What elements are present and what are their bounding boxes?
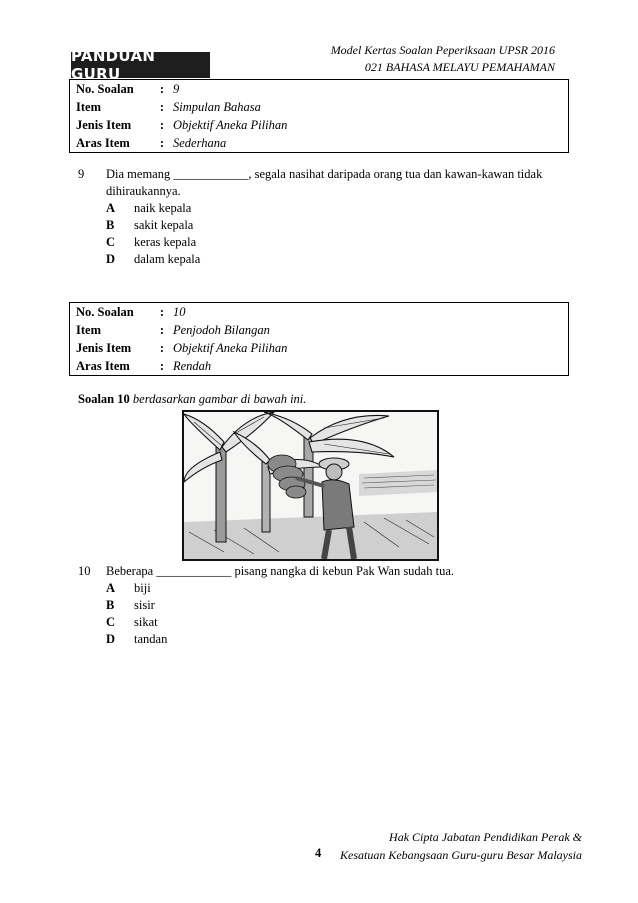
- option-text: sikat: [134, 615, 158, 629]
- option-text: sakit kepala: [134, 218, 194, 232]
- option-text: biji: [134, 581, 151, 595]
- info-value: Objektif Aneka Pilihan: [173, 340, 288, 355]
- caption-rest: berdasarkan gambar di bawah ini.: [129, 392, 307, 406]
- info-value: Rendah: [173, 358, 212, 373]
- question-line: Beberapa ____________ pisang nangka di kebun Pak Wan sudah tua.: [106, 564, 454, 578]
- info-key: No. Soalan: [76, 81, 134, 96]
- info-colon: :: [159, 322, 165, 337]
- info-key: Jenis Item: [76, 117, 132, 132]
- info-key: Aras Item: [76, 135, 130, 150]
- question-line: dihiraukannya.: [106, 184, 181, 198]
- footer-line-1: Hak Cipta Jabatan Pendidikan Perak &: [389, 830, 582, 844]
- info-colon: :: [159, 81, 165, 96]
- option-text: tandan: [134, 632, 168, 646]
- option-letter: B: [106, 218, 115, 232]
- info-colon: :: [159, 135, 165, 150]
- option-letter: D: [106, 252, 116, 266]
- option-d[interactable]: [106, 631, 167, 648]
- info-row: [70, 80, 568, 98]
- page-number: 4: [315, 846, 322, 860]
- info-row: [70, 116, 568, 134]
- header-line-1: Model Kertas Soalan Peperiksaan UPSR 2016: [330, 43, 555, 57]
- info-key: Item: [76, 99, 101, 114]
- option-letter: C: [106, 235, 116, 249]
- option-letter: B: [106, 598, 115, 612]
- info-colon: :: [159, 340, 165, 355]
- option-c[interactable]: [106, 234, 196, 251]
- info-value: Penjodoh Bilangan: [173, 322, 270, 337]
- info-row: [70, 339, 568, 357]
- picture-caption: [78, 392, 306, 407]
- info-key: No. Soalan: [76, 304, 134, 319]
- info-value: 10: [173, 304, 186, 319]
- info-key: Aras Item: [76, 358, 130, 373]
- caption-bold: Soalan 10: [78, 392, 130, 406]
- panduan-guru-badge: PANDUAN GURU: [71, 52, 210, 78]
- info-value: Sederhana: [173, 135, 227, 150]
- info-colon: :: [159, 358, 165, 373]
- option-text: keras kepala: [134, 235, 197, 249]
- option-a[interactable]: [106, 580, 151, 597]
- question-number: 10: [78, 564, 91, 578]
- option-b[interactable]: [106, 597, 155, 614]
- info-colon: :: [159, 117, 165, 132]
- option-text: dalam kepala: [134, 252, 201, 266]
- option-letter: D: [106, 632, 116, 646]
- info-value: 9: [173, 81, 180, 96]
- option-letter: A: [106, 201, 116, 215]
- option-text: sisir: [134, 598, 155, 612]
- copyright-footer: [340, 828, 582, 864]
- option-letter: C: [106, 615, 116, 629]
- option-c[interactable]: [106, 614, 158, 631]
- option-letter: A: [106, 581, 116, 595]
- info-row: [70, 303, 568, 321]
- header-line-2: 021 BAHASA MELAYU PEMAHAMAN: [364, 60, 555, 74]
- info-value: Objektif Aneka Pilihan: [173, 117, 288, 132]
- info-row: [70, 321, 568, 339]
- info-colon: :: [159, 99, 165, 114]
- info-key: Jenis Item: [76, 340, 132, 355]
- info-row: [70, 98, 568, 116]
- question-number: 9: [78, 167, 85, 181]
- info-key: Item: [76, 322, 101, 337]
- question-stem: [106, 563, 576, 580]
- option-a[interactable]: [106, 200, 191, 217]
- page-header: [331, 42, 555, 76]
- option-d[interactable]: [106, 251, 200, 268]
- item-info-box-q9: [69, 79, 569, 153]
- info-value: Simpulan Bahasa: [173, 99, 261, 114]
- question-line: Dia memang ____________, segala nasihat daripada orang tua dan kawan-kawan tidak: [106, 167, 543, 181]
- item-info-box-q10: [69, 302, 569, 376]
- banana-harvest-illustration: [182, 410, 439, 561]
- info-colon: :: [159, 304, 165, 319]
- question-stem: [106, 166, 576, 200]
- info-row: [70, 134, 568, 152]
- option-text: naik kepala: [134, 201, 192, 215]
- option-b[interactable]: [106, 217, 193, 234]
- footer-line-2: Kesatuan Kebangsaan Guru-guru Besar Malaysia: [340, 848, 582, 862]
- info-row: [70, 357, 568, 375]
